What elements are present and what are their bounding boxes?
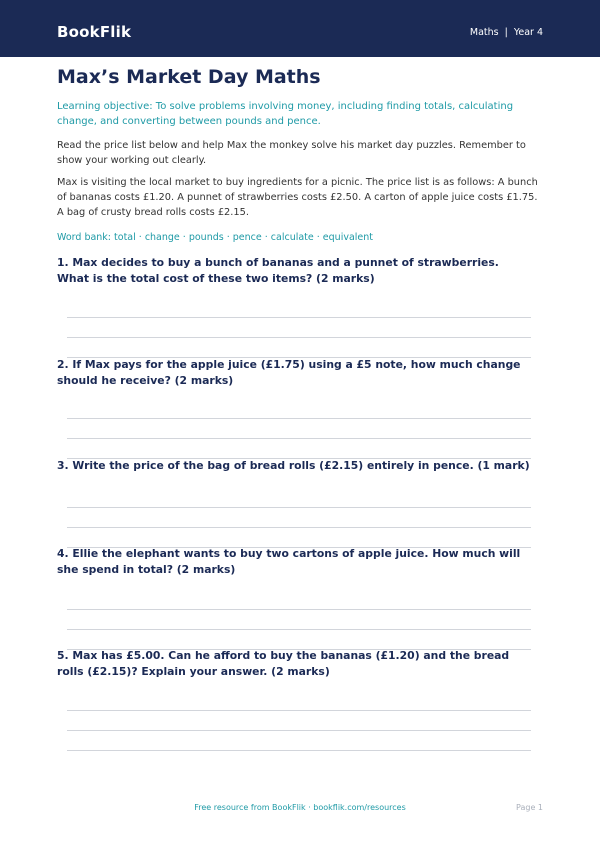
intro-paragraph: Read the price list below and help Max the monkey solve his market day puzzles. Remember to show your working out clearly. <box>57 140 526 166</box>
answer-line <box>67 317 531 318</box>
answer-line <box>67 438 531 439</box>
answer-line <box>67 527 531 528</box>
worksheet-intro <box>57 64 543 245</box>
footer-resource-link[interactable]: Free resource from BookFlik · bookflik.com/resources <box>194 803 406 812</box>
page-number: Page 1 <box>516 803 543 812</box>
answer-line <box>67 629 531 630</box>
page-footer <box>0 802 600 816</box>
subject-label: Maths <box>469 27 499 38</box>
question-3: 3. Write the price of the bag of bread rolls (£2.15) entirely in pence. (1 mark) <box>57 459 530 472</box>
learning-objective: Learning objective: To solve problems involving money, including finding totals, calculating change, and converting between pounds and pence. <box>57 101 514 127</box>
page-title: Max’s Market Day Maths <box>57 66 321 88</box>
price-list-paragraph: Max is visiting the local market to buy ingredients for a picnic. The price list is as follows: A bunch of bananas costs £1.20. A punnet of strawberries costs £2.50. A carton of apple juice costs £1.75. A bag of crusty bread rolls costs £2.15. <box>57 177 538 218</box>
answer-line <box>67 730 531 731</box>
subject-year-label <box>470 26 543 40</box>
question-1: 1. Max decides to buy a bunch of bananas and a punnet of strawberries. What is the total cost of these two items? (2 marks) <box>57 256 499 285</box>
subject-separator: | <box>504 27 508 38</box>
answer-line <box>67 507 531 508</box>
year-label: Year 4 <box>513 27 543 38</box>
question-2: 2. If Max pays for the apple juice (£1.75) using a £5 note, how much change should he receive? (2 marks) <box>57 358 521 387</box>
answer-line <box>67 750 531 751</box>
page-header <box>0 0 600 57</box>
answer-line <box>67 418 531 419</box>
question-5: 5. Max has £5.00. Can he afford to buy the bananas (£1.20) and the bread rolls (£2.15)? Explain your answer. (2 marks) <box>57 649 510 678</box>
word-bank: Word bank: total · change · pounds · pence · calculate · equivalent <box>57 232 374 243</box>
answer-line <box>67 609 531 610</box>
question-4: 4. Ellie the elephant wants to buy two cartons of apple juice. How much will she spend in total? (2 marks) <box>57 547 521 576</box>
answer-line <box>67 710 531 711</box>
answer-line <box>67 337 531 338</box>
brand-logo: BookFlik <box>57 23 132 41</box>
